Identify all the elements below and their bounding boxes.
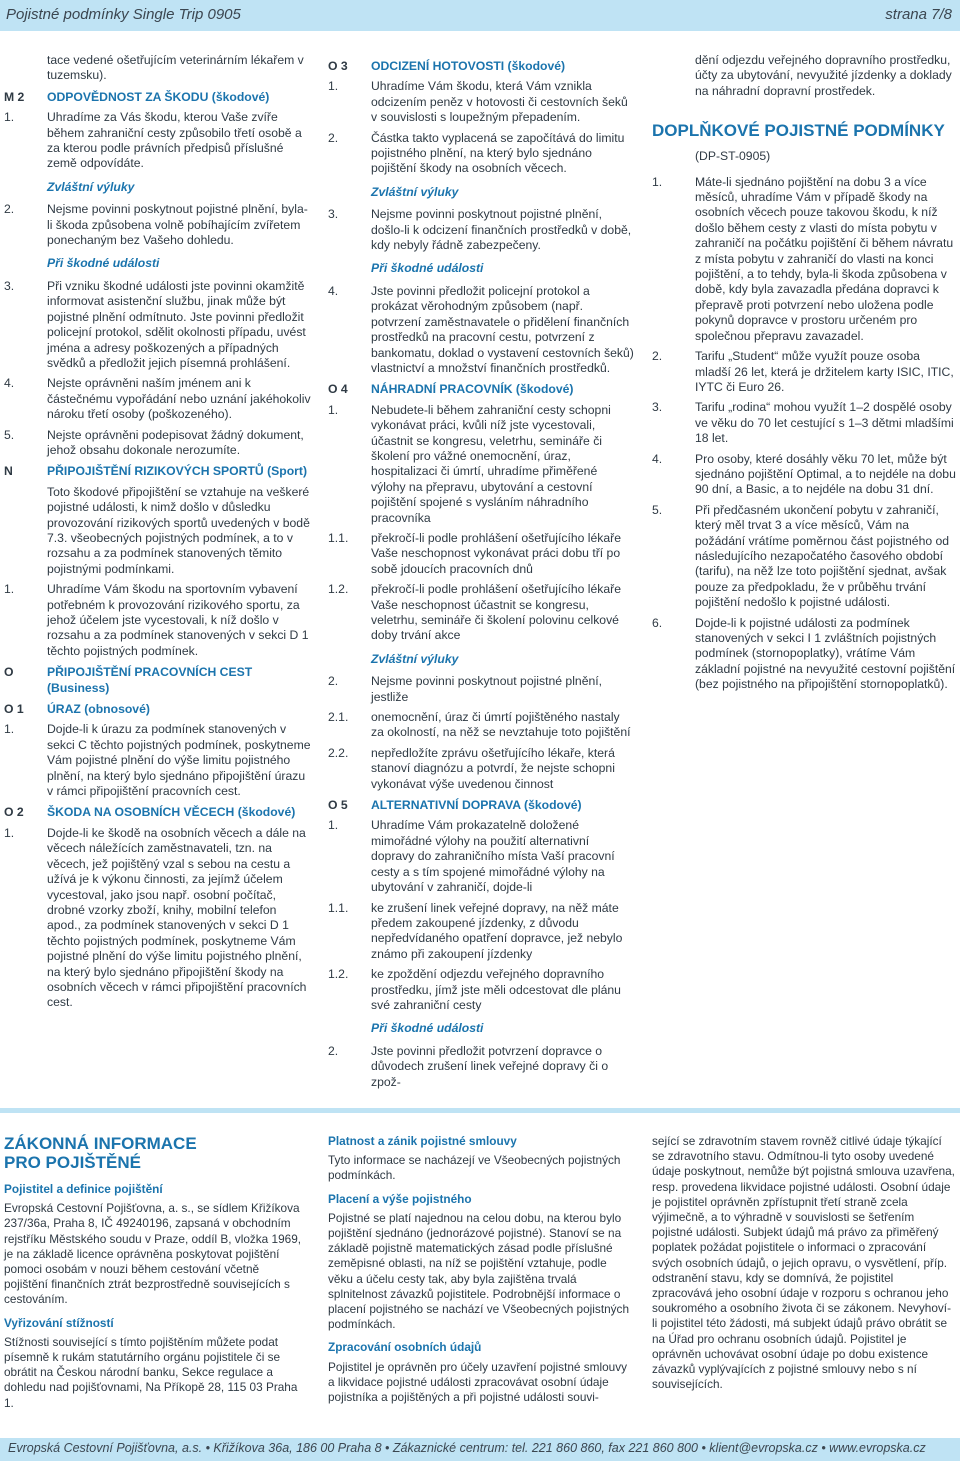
personal-data-text-continued: sející se zdravotním stavem rovněž citlivé údaje týkající se zdravotního stavu. Odmítnou-li tyto osoby uvedené údaje poskytnout, nemůže být pojistná smlouva uzavřena, resp. provedena likvidace pojistné události. Osobní údaje je pojistitel oprávněn zpřístupnit třetí straně zcela výjimečně, a to výhradně v souvislosti se šetřením pojistné události. Subjekt údajů má právo za přiměřený poplatek požádat pojistitele o informaci o zpracování svých osobních údajů, o jejich opravu, o vysvětlení, příp. odstranění stavu, kdy se domnívá, že pojistitel zpracovává jeho osobní údaje v rozporu s ochranou jeho soukromého a osobního života či se zákonem. Nevyhoví-li pojistitel této žádosti, má subjekt údajů právo obrátit se na Úřad pro ochranu osobních údajů. Pojistitel je oprávněn uchovávat osobní údaje po dobu existence závazků vyplývajících z pojistné smlouvy nebo s ní souvisejících.: [652, 1134, 955, 1392]
clause: [4, 279, 312, 371]
clause-number: O 1: [4, 702, 24, 717]
clause: [328, 1044, 634, 1090]
clause-number: 1.: [4, 825, 15, 840]
supplementary-conditions-title: DOPLŇKOVÉ POJISTNÉ PODMÍNKY: [652, 121, 945, 141]
subsection-heading: Při škodné události: [371, 261, 484, 276]
clause: [4, 582, 312, 659]
clause: [328, 531, 634, 577]
insurer-heading: Pojistitel a definice pojištění: [4, 1182, 163, 1196]
validity-heading: Platnost a zánik pojistné smlouvy: [328, 1134, 517, 1148]
clause-number: 1.: [4, 110, 15, 125]
clause-text: Pro osoby, které dosáhly věku 70 let, může být sjednáno pojištění Optimal, a to nejdéle na dobu 90 dní, a Basic, a to nejdéle na dobu 31 dní.: [695, 451, 956, 497]
clause: [328, 131, 634, 177]
subsection-heading: Zvláštní výluky: [371, 184, 459, 199]
supplementary-items: [652, 175, 956, 693]
clause-text: Při předčasném ukončení pobytu v zahraničí, který měl trvat 3 a více měsíců, Vám na požádání vrátíme poměrnou část pojistného od následujícího nezapočatého časového období (tarifu), na něž lze toto pojištění sjednat, avšak pouze za předpokladu, že v průběhu trvání pojištění nedošlo k pojistné události.: [695, 502, 950, 610]
document-title: Pojistné podmínky Single Trip 0905: [6, 6, 241, 23]
clause-text: onemocnění, úraz či úmrtí pojištěného nastaly za okolností, na něž se nevztahuje toto pojištění: [371, 710, 631, 740]
section-title: PŘIPOJIŠTĚNÍ RIZIKOVÝCH SPORTŮ (Sport): [47, 464, 308, 479]
clause-number: 2.: [328, 1043, 339, 1058]
clause: [4, 376, 312, 422]
section-title: ODCIZENÍ HOTOVOSTI (škodové): [371, 59, 566, 73]
clause-number: [4, 485, 47, 577]
clause: [328, 967, 634, 1013]
contact-info: Evropská Cestovní Pojišťovna, a.s. • Křižíkova 36a, 186 00 Praha 8 • Zákaznické centrum: tel. 221 860 860, fax 221 860 800 • klient@evropska.cz • www.evropska.cz: [8, 1441, 926, 1455]
clause-number: 1.2.: [328, 582, 349, 597]
clause: [4, 53, 312, 84]
clause-text: Tarifu „rodina“ mohou využít 1–2 dospělé osoby ve věku do 70 let cestující s 1–3 dětmi mladšími 18 let.: [695, 400, 954, 446]
complaints-heading: Vyřizování stížností: [4, 1315, 114, 1330]
clause-number: O 3: [328, 59, 348, 73]
premium-text: Pojistné se platí najednou na celou dobu, na kterou bylo pojištění sjednáno (jednorázové pojistné). Stanoví se na základě pojistně matematických zásad podle příslušné zeměpisné oblasti, na níž se pojištění vztahuje, podle věku a účelu cesty tak, aby byla zajištěna trvalá splnitelnost závazků pojistitele. Podrobnější informace o placení pojistného se nachází ve Všeobecných pojistných podmínkách.: [328, 1210, 630, 1332]
clause-text: tace vedené ošetřujícím veterinárním lékařem v tuzemsku).: [47, 53, 304, 83]
legal-info-column-1: [4, 1134, 306, 1411]
subsection-heading: Při škodné události: [371, 1021, 484, 1036]
continued-paragraph: dění odjezdu veřejného dopravního prostředku, účty za ubytování, nevyužité jízdenky a doklady na náhradní dopravní prostředek.: [695, 53, 952, 98]
section-title: ÚRAZ (obnosové): [47, 702, 150, 717]
clause: [4, 428, 312, 459]
clause-text: nepředložíte zprávu ošetřujícího lékaře, která stanoví diagnózu a potvrdí, že nejste schopni vykonávat výše uvedenou činnost: [371, 745, 615, 791]
insurer-text: Evropská Cestovní Pojišťovna, a. s., se sídlem Křižíkova 237/36a, Praha 8, IČ 49240196, zapsaná v obchodním rejstříku Městského soudu v Praze, oddíl B, vložka 1969, je na základě licence oprávněna poskytovat pojištění pomoci osobám v nouzi během cestování včetně pojištění finančních ztrát bezprostředně souvisejících s cestováním.: [4, 1201, 302, 1307]
clause-text: Jste povinni předložit potvrzení dopravce o důvodech zrušení linek veřejné dopravy či o zpož-: [371, 1043, 609, 1089]
clause-text: Uhradíme Vám prokazatelně doložené mimořádné výlohy na použití alternativní dopravy do zahraničního místa Vaší pracovní cesty a s tím spojené mimořádné výlohy na ubytování v zahraničí, dojde-li: [371, 818, 615, 895]
clause-number: 5.: [652, 502, 663, 517]
clause-number: 2.2.: [328, 745, 349, 760]
clause-number: 2.: [4, 202, 15, 217]
clause-number: 3.: [652, 400, 663, 415]
column-3: [652, 53, 956, 698]
section-divider: [0, 1108, 960, 1113]
clause-text: Nejsme povinni poskytnout pojistné plnění, jestliže: [371, 674, 603, 704]
conditions-code: (DP-ST-0905): [695, 149, 771, 164]
clause: [328, 746, 634, 792]
section-heading: [4, 464, 312, 479]
clause-text: Nebudete-li během zahraniční cesty schopni vykonávat práci, kvůli níž jste vycestovali, účastnit se kongresu, veletrhu, semináře či školení pro vážné onemocnění, úraz, hospitalizaci či úmrtí, uhradíme přiměřené výlohy na přepravu, ubytování a cestovní pojištění spojené s vysláním náhradního pracovníka: [371, 402, 611, 525]
column-1: [4, 53, 312, 1016]
clause-number: 6.: [652, 615, 663, 630]
section-heading: [4, 805, 312, 820]
clause-number: 4.: [652, 451, 663, 466]
clause: [328, 901, 634, 963]
clause: [4, 826, 312, 1011]
clause-text: překročí-li podle prohlášení ošetřujícího lékaře Vaše neschopnost vykonávat práci dobu tří po sobě jdoucích pracovních dnů: [371, 530, 621, 576]
clause: [4, 722, 312, 799]
section-title: NÁHRADNÍ PRACOVNÍK (škodové): [371, 382, 574, 397]
legal-info-column-2: [328, 1134, 634, 1405]
clause-number: 2.: [652, 349, 663, 364]
section-heading: [328, 59, 634, 74]
clause: [328, 582, 634, 644]
clause: [328, 284, 634, 376]
clause-number: 2.: [328, 674, 339, 689]
legal-info-column-3: [652, 1134, 956, 1392]
clause-text: Toto škodové připojištění se vztahuje na veškeré pojistné události, k nimž došlo v důsledku provozování rizikových sportů uvedených v bodě 7.3. všeobecných pojistných podmínek, a to v rozsahu a za podmínek stanovených těmito pojistnými podmínkami.: [47, 484, 310, 576]
clause-text: Nejsme povinni poskytnout pojistné plnění, byla-li škoda způsobena volně pobíhajícím zvířetem ponechaným bez Vašeho dohledu.: [47, 202, 308, 248]
clause-text: Nejste oprávněni podepisovat žádný dokument, jehož obsahu dokonale nerozumíte.: [47, 427, 304, 457]
clause-text: Nejsme povinni poskytnout pojistné plnění, došlo-li k odcizení finančních prostředků v době, kdy nebyly řádně zabezpečeny.: [371, 207, 632, 253]
clause-text: ke zrušení linek veřejné dopravy, na něž máte předem zakoupené jízdenky, z důvodu nepředvídaného opatření dopravce, jež nebylo známo při zakoupení jízdenky: [371, 900, 623, 961]
clause-number: 1.: [328, 818, 339, 833]
clause: [328, 403, 634, 526]
clause-number: 1.1.: [328, 900, 349, 915]
clause-text: Máte-li sjednáno pojištění na dobu 3 a více měsíců, uhradíme Vám v případě škody na osobních věcech pouze takovou škodu, k níž došlo během cesty z vlasti do místa pobytu v zahraničí na počátku pojištění či během návratu z místa pobytu v zahraničí do vlasti na konci pojištění, a to tehdy, byla-li škoda způsobena v době, kdy byla zavazadla předána dopravci k přepravě proti potvrzení nebo uložena podle pokynů dopravce v prostoru určeném pro společnou přepravu zavazadel.: [695, 174, 954, 343]
clause-text: Částka takto vyplacená se započítává do limitu pojistného plnění, na který bylo sjednáno pojištění škody na osobních věcech.: [371, 130, 625, 176]
section-title: PŘIPOJIŠTĚNÍ PRACOVNÍCH CEST (Business): [47, 665, 253, 695]
clause-number: 5.: [4, 427, 15, 442]
clause-number: N: [4, 464, 13, 479]
section-heading: [4, 665, 312, 696]
clause: [328, 710, 634, 741]
clause-number: O 5: [328, 798, 348, 813]
subsection-heading: Zvláštní výluky: [47, 179, 135, 194]
clause-number: 2.1.: [328, 710, 349, 725]
clause-number: 1.: [4, 722, 15, 737]
clause-number: 2.: [328, 130, 339, 145]
clause-text: Uhradíme Vám škodu na sportovním vybavení potřebném k provozování rizikového sportu, za jehož účelem jste vycestovali, k níž došlo v rozsahu a za podmínek stanovených v sekci D 1 těchto pojistných podmínek.: [47, 582, 309, 658]
clause-number: O 4: [328, 382, 348, 397]
clause-text: Dojde-li k pojistné události za podmínek stanovených v sekci I 1 zvláštních pojistných podmínek (stornopoplatky), vrátíme Vám základní pojistné na nevyužité cestovní pojištění (bez pojistného na připojištění stornopoplatků).: [695, 615, 956, 692]
clause-number: O 2: [4, 805, 24, 820]
section-heading: [328, 382, 634, 397]
clause-text: ke zpoždění odjezdu veřejného dopravního prostředku, jímž jste měli odcestovat dle plánu své zahraniční cesty: [371, 967, 621, 1012]
column-2: [328, 53, 634, 1095]
clause: [4, 110, 312, 172]
clause-text: Uhradíme za Vás škodu, kterou Vaše zvíře během zahraniční cesty způsobilo třetí osobě a za kterou podle právních předpisů příslušné země odpovídáte.: [47, 110, 302, 171]
clause-number: M 2: [4, 89, 25, 104]
clause: [328, 79, 634, 125]
section-heading: [4, 702, 312, 717]
clause: [328, 207, 634, 253]
legal-info-heading: ZÁKONNÁ INFORMACE PRO POJIŠTĚNÉ: [4, 1134, 197, 1172]
personal-data-text: Pojistitel je oprávněn pro účely uzavření pojistné smlouvy a likvidace pojistné události zpracovávat osobní údaje pojistníka a pojištěných a při pojistné události souvi-: [328, 1359, 628, 1405]
clause-number: O: [4, 665, 14, 680]
supplementary-clause: [652, 349, 956, 395]
clause-text: Uhradíme Vám škodu, která Vám vznikla odcizením peněz v hotovosti či cestovních šeků v souvislosti s loupežným přepadením.: [371, 79, 628, 125]
clause-text: Jste povinni předložit policejní protokol a prokázat věrohodným způsobem (např. potvrzení zaměstnavatele o přidělení finančních prostředků na pracovní cestu, potvrzení z bankomatu, doklad o vystavení cestovních šeků) vlastnictví a množství finančních prostředků.: [371, 283, 634, 375]
clause-number: 1.2.: [328, 967, 349, 982]
premium-heading: Placení a výše pojistného: [328, 1191, 472, 1206]
section-title: ŠKODA NA OSOBNÍCH VĚCECH (škodové): [47, 805, 296, 820]
section-heading: [328, 798, 634, 813]
clause-number: 3.: [328, 207, 339, 222]
clause-text: Dojde-li k úrazu za podmínek stanovených v sekci C těchto pojistných podmínek, poskytneme Vám pojistné plnění do výše limitu pojistného plnění, na který bylo sjednáno připojištění úrazu v rámci připojištění pracovních cest.: [47, 722, 311, 799]
page-number: strana 7/8: [885, 6, 952, 23]
section-heading: [4, 90, 312, 105]
validity-text: Tyto informace se nacházejí ve Všeobecných pojistných podmínkách.: [328, 1153, 621, 1183]
clause-number: 4.: [4, 376, 15, 391]
clause-number: 3.: [4, 278, 15, 293]
clause: [328, 674, 634, 705]
clause-number: 1.: [328, 79, 339, 94]
clause-text: Dojde-li ke škodě na osobních věcech a dále na věcech náležících zaměstnavateli, tzn. na věcech, jež pojištěný vzal s sebou na cestu a užívá je k výkonu činnosti, za jejímž účelem vycestoval, jako jsou např. osobní počítač, drobné vzorky zboží, knihy, mobilní telefon apod., za podmínek stanovených v sekci D 1 těchto pojistných podmínek, poskytneme Vám pojistné plnění do výše limitu pojistného plnění, na který bylo sjednáno připojištění škody na osobních věcech v rámci připojištění pracovních cest.: [47, 825, 307, 1010]
supplementary-clause: [652, 175, 956, 344]
clause-text: Při vzniku škodné události jste povinni okamžitě informovat asistenční službu, jinak může být pojistné plnění odmítnuto. Jste povinni předložit policejní protokol, sdělit okolnosti případu, uvést jména a adresy poškozených a případných svědků a předložit jejich písemná prohlášení.: [47, 278, 306, 370]
subsection-heading: Zvláštní výluky: [371, 651, 459, 666]
clause: [4, 485, 312, 577]
supplementary-clause: [652, 616, 956, 693]
clause-number: 1.: [652, 174, 663, 189]
supplementary-clause: [652, 503, 956, 611]
clause: [328, 818, 634, 895]
supplementary-clause: [652, 400, 956, 446]
clause-text: Nejste oprávněni naším jménem ani k částečnému vypořádání nebo uznání jakéhokoliv nároku třetí osoby (poškozeného).: [47, 376, 311, 422]
clause-text: Tarifu „Student“ může využít pouze osoba mladší 26 let, která je držitelem karty ISIC, ITIC, IYTC či Euro 26.: [695, 349, 954, 394]
clause-number: 1.: [4, 582, 15, 597]
subsection-heading: Při škodné události: [47, 256, 160, 271]
clause: [4, 202, 312, 248]
page-footer: [0, 1438, 960, 1461]
page-header: [0, 0, 960, 31]
clause-number: [4, 53, 47, 84]
clause-number: 1.: [328, 402, 339, 417]
supplementary-clause: [652, 452, 956, 498]
clause-number: 1.1.: [328, 530, 349, 545]
personal-data-heading: Zpracování osobních údajů: [328, 1340, 482, 1355]
clause-number: 4.: [328, 283, 339, 298]
complaints-text: Stížnosti související s tímto pojištěním můžete podat písemně k rukám statutárního orgánu pojistitele či se obrátit na Českou národní banku, Sekce regulace a dohledu nad pojišťovnami, Na Příkopě 28, 115 03 Praha 1.: [4, 1334, 298, 1410]
section-title: ALTERNATIVNÍ DOPRAVA (škodové): [371, 798, 582, 813]
clause-text: překročí-li podle prohlášení ošetřujícího lékaře Vaše neschopnost účastnit se kongresu, veletrhu, semináře či školení polovinu celkové doby trvání akce: [371, 582, 621, 643]
section-title: ODPOVĚDNOST ZA ŠKODU (škodové): [47, 89, 270, 104]
